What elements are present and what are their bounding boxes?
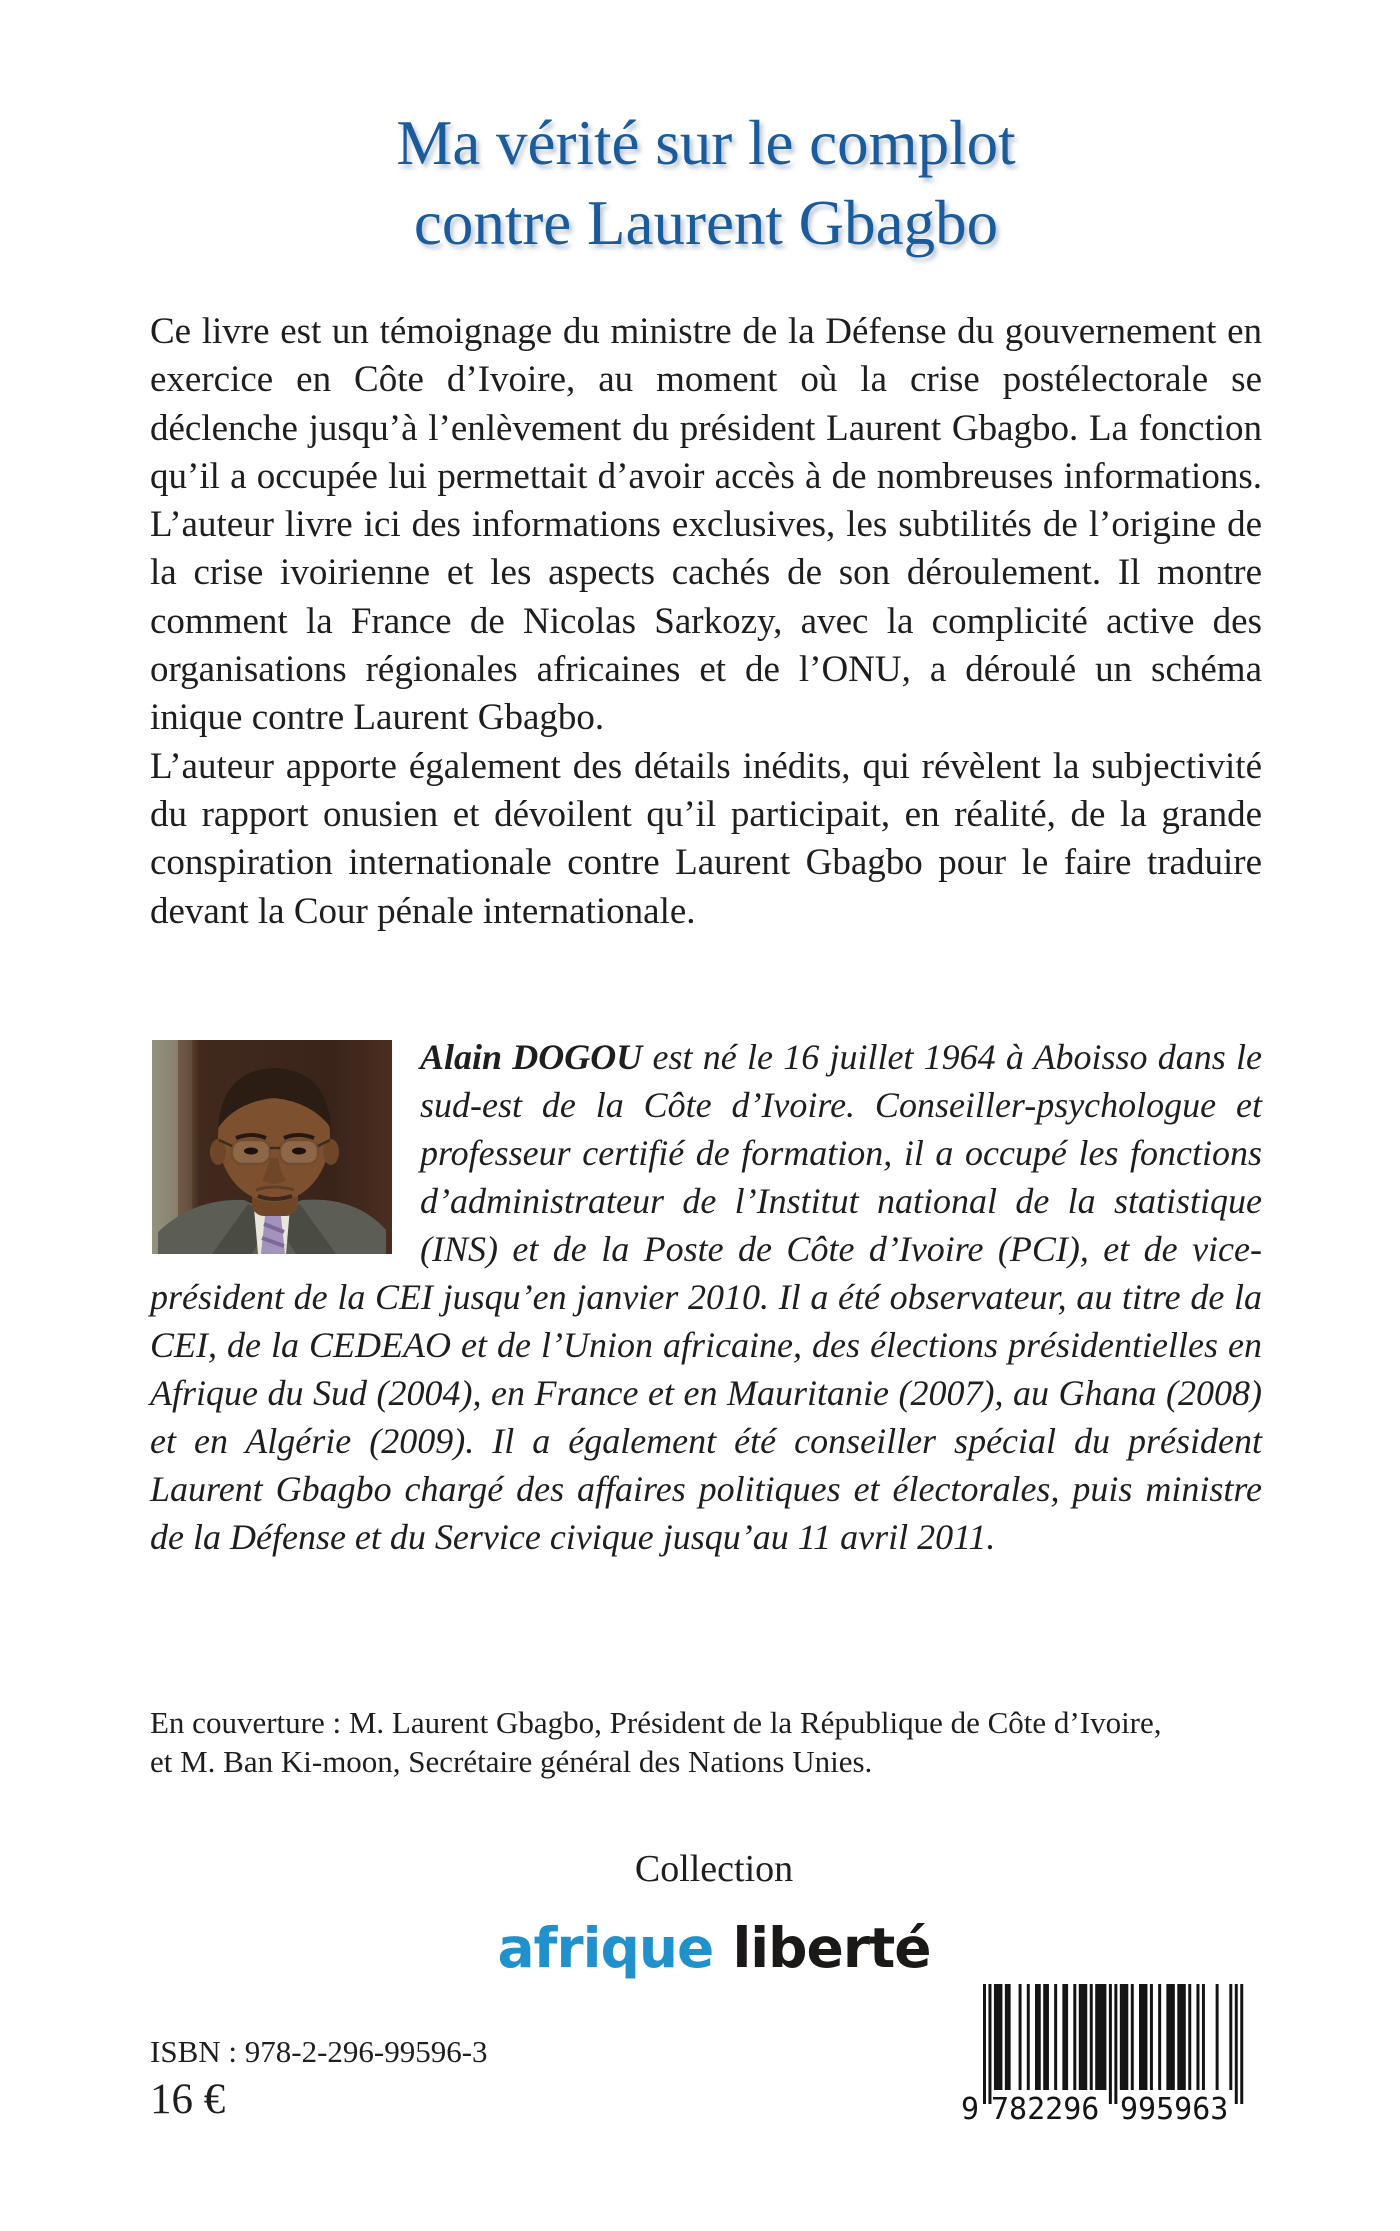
synopsis-paragraph-2: L’auteur apporte également des détails inédits, qui révèlent la subjectivité du rapport onusien et dévoilent qu’il participait, en réalité, de la grande conspiration internationale contre Laurent Gbagbo pour le faire traduire devant la Cour pénale internationale. [150, 745, 1262, 932]
cover-credit [150, 1703, 1210, 1781]
collection-logo-liberte: liberté [732, 1916, 931, 1980]
book-title-line1: Ma vérité sur le complot [396, 108, 1016, 178]
price-label: 16 € [150, 2076, 226, 2123]
author-name: Alain DOGOU [420, 1037, 643, 1077]
cover-credit-line1: En couverture : M. Laurent Gbagbo, Président de la République de Côte d’Ivoire, [150, 1705, 1162, 1740]
ean13-barcode [960, 1982, 1260, 2127]
svg-text:782296: 782296 [991, 2092, 1100, 2127]
book-title [150, 103, 1262, 263]
collection-logo-afrique: afrique [497, 1916, 714, 1980]
synopsis [150, 308, 1262, 936]
author-photo [152, 1040, 392, 1254]
author-bio-text: est né le 16 juillet 1964 à Aboisso dans le sud-est de la Côte d’Ivoire. Conseiller-psychologue et professeur certifié de formation, il a occupé les fonctions d’administrateur de l’Institut national de la statistique (INS) et de la Poste de Côte d’Ivoire (PCI), et de vice-président de la CEI jusqu’en janvier 2010. Il a été observateur, au titre de la CEI, de la CEDEAO et de l’Union africaine, des élections présidentielles en Afrique du Sud (2004), en France et en Mauritanie (2007), au Ghana (2008) et en Algérie (2009). Il a également été conseiller spécial du président Laurent Gbagbo chargé des affaires politiques et électorales, puis ministre de la Défense et du Service civique jusqu’au 11 avril 2011. [150, 1037, 1262, 1557]
collection-label: Collection [634, 1848, 794, 1890]
collection-logo [150, 1916, 1262, 1980]
cover-credit-line2: et M. Ban Ki-moon, Secrétaire général des Nations Unies. [150, 1744, 873, 1779]
synopsis-paragraph-1: Ce livre est un témoignage du ministre de la Défense du gouvernement en exercice en Côte d’Ivoire, au moment où la crise postélectorale se déclenche jusqu’à l’enlèvement du président Laurent Gbagbo. La fonction qu’il a occupée lui permettait d’avoir accès à de nombreuses informations. L’auteur livre ici des informations exclusives, les subtilités de l’origine de la crise ivoirienne et les aspects cachés de son déroulement. Il montre comment la France de Nicolas Sarkozy, avec la complicité active des organisations régionales africaines et de l’ONU, a déroulé un schéma inique contre Laurent Gbagbo. [150, 311, 1262, 739]
isbn-label: ISBN : 978-2-296-99596-3 [150, 2034, 488, 2069]
author-bio [150, 1033, 1262, 1561]
svg-text:995963: 995963 [1120, 2092, 1229, 2127]
svg-text:9: 9 [961, 2092, 980, 2127]
book-title-line2: contre Laurent Gbagbo [413, 188, 999, 258]
